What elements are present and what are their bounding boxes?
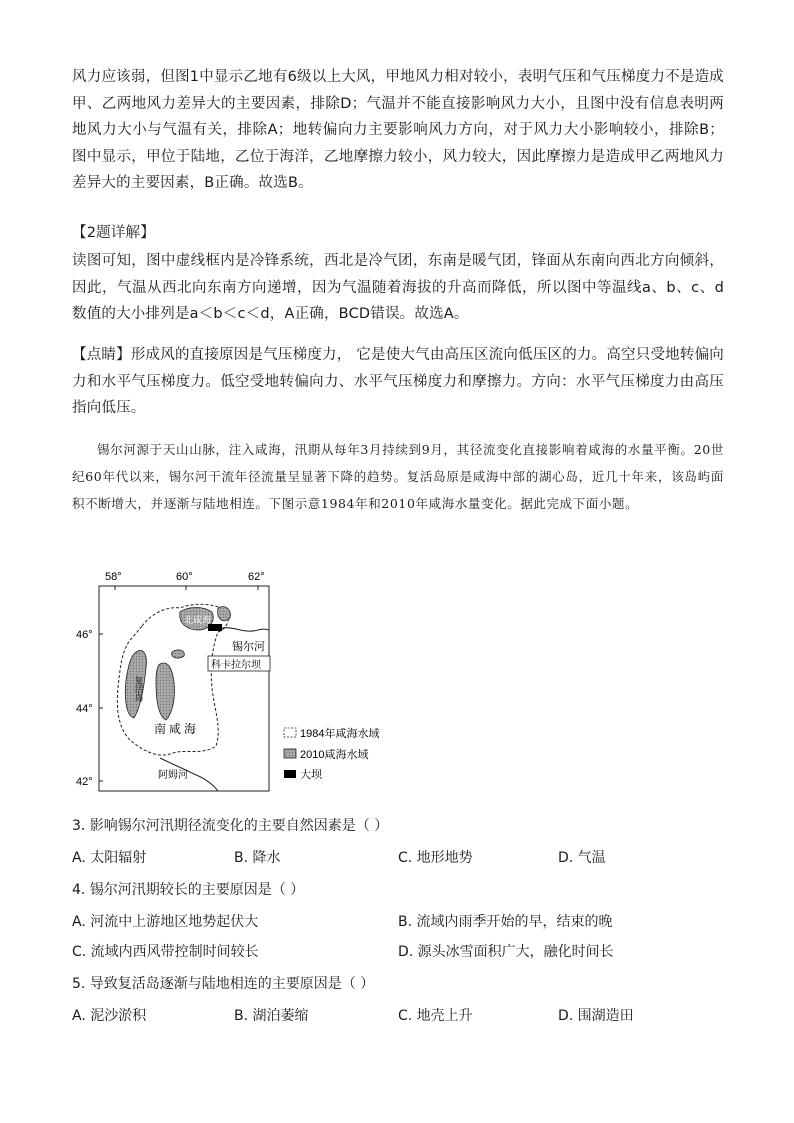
question-4-option-d[interactable]: D. 源头冰雪面积广大，融化时间长: [398, 944, 614, 960]
legend-dam-swatch: [284, 770, 296, 778]
syr-river-label: 锡尔河: [232, 640, 265, 653]
east-basin-2010: [156, 663, 175, 720]
north-sea-east-2010: [218, 607, 231, 621]
small-lake-2010: [172, 650, 185, 658]
amu-river-label: 阿姆河: [158, 770, 188, 781]
question-3-option-d[interactable]: D. 气温: [558, 850, 606, 866]
question-3-option-a[interactable]: A. 太阳辐射: [72, 850, 147, 866]
syr-river: [222, 628, 269, 631]
explanation-paragraph-q2: 读图可知，图中虚线框内是冷锋系统，西北是冷气团，东南是暖气团，锋面从东南向西北方向倾斜，因此，气温从西北向东南方向递增，因为气温随着海拔的升高而降低，所以图中等温线a、b、c、d数值的大小排列是a＜b＜c＜d，A正确，BCD错误。故选A。: [72, 253, 724, 322]
question-5-option-c[interactable]: C. 地壳上升: [398, 1008, 473, 1024]
question-4-option-b[interactable]: B. 流域内雨季开始的早，结束的晚: [398, 914, 613, 930]
question-3-option-c[interactable]: C. 地形地势: [398, 850, 473, 866]
lon-label-60: 60°: [176, 571, 193, 583]
legend-2010-label: 2010咸海水域: [300, 749, 369, 761]
aral-sea-map: [72, 568, 402, 793]
legend-1984-swatch: [284, 728, 296, 737]
question-4-stem: 4. 锡尔河汛期较长的主要原因是（ ）: [72, 882, 305, 898]
lon-label-62: 62°: [248, 571, 265, 583]
material-paragraph: 锡尔河源于天山山脉，注入咸海，汛期从每年3月持续到9月，其径流变化直接影响着咸海的水量平衡。20世纪60年代以来，锡尔河干流年径流量呈显著下降的趋势。复活岛原是咸海中部的湖心岛，近几十年来，该岛屿面积不断增大，并逐渐与陆地相连。下图示意1984年和2010年咸海水量变化。据此完成下面小题。: [72, 442, 724, 511]
question-4-option-a[interactable]: A. 河流中上游地区地势起伏大: [72, 914, 259, 930]
key-point-paragraph: 【点睛】形成风的直接原因是气压梯度力， 它是使大气由高压区流向低压区的力。高空只受地转偏向力和水平气压梯度力。低空受地转偏向力、水平气压梯度力和摩擦力。方向：水平气压梯度力由高压指向低压。: [72, 347, 724, 416]
question-5-stem: 5. 导致复活岛逐渐与陆地相连的主要原因是（ ）: [72, 976, 375, 992]
island-label: 复活岛: [133, 676, 143, 702]
question-5-option-a[interactable]: A. 泥沙淤积: [72, 1008, 147, 1024]
section-heading-q2: 【2题详解】: [72, 225, 155, 241]
south-sea-label: 南咸海: [154, 722, 200, 736]
north-sea-label: 北咸海: [184, 616, 212, 626]
question-5-option-b[interactable]: B. 湖泊萎缩: [234, 1008, 309, 1024]
lat-label-46: 46°: [76, 629, 93, 641]
legend-1984-label: 1984年咸海水域: [300, 728, 380, 740]
lat-label-42: 42°: [76, 776, 93, 788]
question-3-stem: 3. 影响锡尔河汛期径流变化的主要自然因素是（ ）: [72, 818, 389, 834]
question-5-option-d[interactable]: D. 围湖造田: [558, 1008, 634, 1024]
explanation-paragraph-q1: 风力应该弱，但图1中显示乙地有6级以上大风，甲地风力相对较小，表明气压和气压梯度力不是造成甲、乙两地风力差异大的主要因素，排除D；气温并不能直接影响风力大小，且图中没有信息表明两地风力大小与气温有关，排除A；地转偏向力主要影响风力方向，对于风力大小影响较小，排除B；图中显示，甲位于陆地，乙位于海洋，乙地摩擦力较小，风力较大，因此摩擦力是造成甲乙两地风力差异大的主要因素，B正确。故选B。: [72, 69, 724, 191]
legend-2010-swatch: [284, 749, 296, 758]
legend-dam-label: 大坝: [300, 769, 322, 781]
question-4-option-c[interactable]: C. 流域内西风带控制时间较长: [72, 944, 259, 960]
question-3-option-b[interactable]: B. 降水: [234, 850, 281, 866]
lon-label-58: 58°: [105, 571, 122, 583]
lat-label-44: 44°: [76, 703, 93, 715]
dam-label: 科卡拉尔坝: [211, 660, 261, 671]
